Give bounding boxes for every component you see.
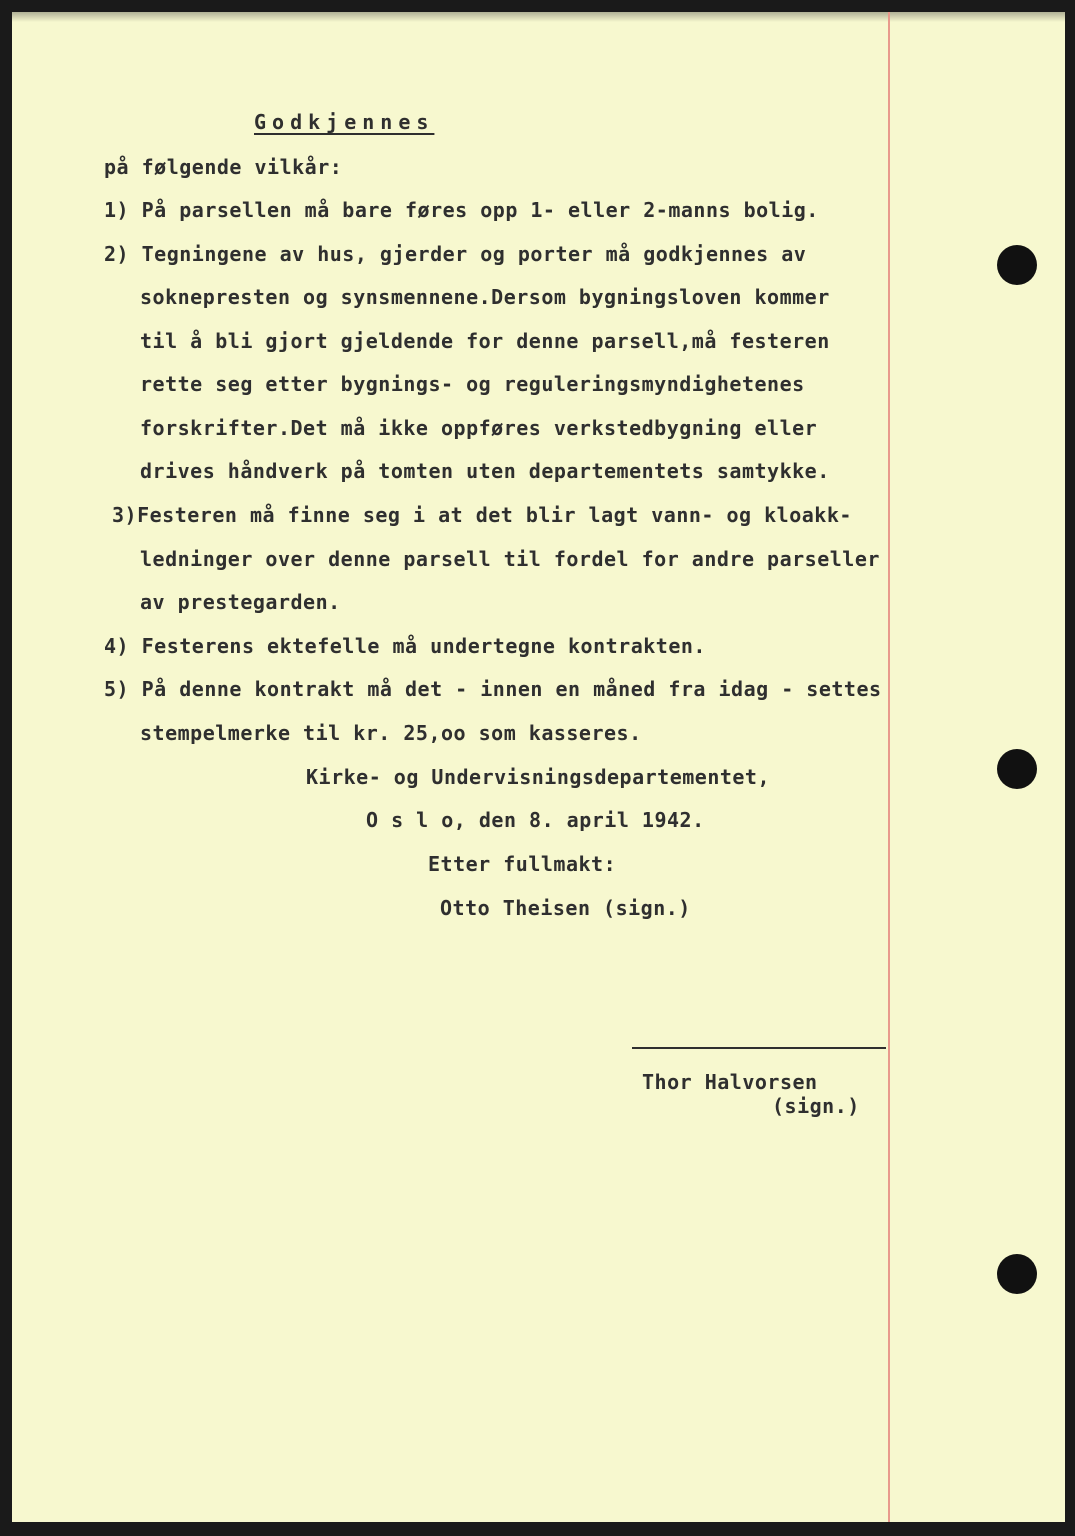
condition-line-3: soknepresten og synsmennene.Dersom bygningsloven kommer bbox=[140, 285, 830, 309]
intro-line: på følgende vilkår: bbox=[104, 155, 343, 179]
place-date-line: O s l o, den 8. april 1942. bbox=[366, 808, 705, 832]
margin-rule bbox=[888, 12, 890, 1522]
signature-rule bbox=[632, 1047, 886, 1049]
condition-line-4: til å bli gjort gjeldende for denne parsell,må festeren bbox=[140, 329, 830, 353]
condition-line-13: stempelmerke til kr. 25,oo som kasseres. bbox=[140, 721, 642, 745]
scan-edge-shadow bbox=[12, 12, 1065, 22]
countersign-note: (sign.) bbox=[772, 1094, 860, 1118]
condition-line-6: forskrifter.Det må ikke oppføres verkstedbygning eller bbox=[140, 416, 818, 440]
condition-line-10: av prestegarden. bbox=[140, 590, 341, 614]
authority-line: Etter fullmakt: bbox=[428, 852, 617, 876]
countersign-name: Thor Halvorsen bbox=[642, 1070, 818, 1094]
signer-line: Otto Theisen (sign.) bbox=[440, 896, 691, 920]
punch-hole-icon bbox=[997, 749, 1037, 789]
department-line: Kirke- og Undervisningsdepartementet, bbox=[306, 765, 771, 789]
heading: Godkjennes bbox=[254, 110, 435, 134]
condition-line-5: rette seg etter bygnings- og reguleringsmyndighetenes bbox=[140, 372, 805, 396]
condition-line-9: ledninger over denne parsell til fordel for andre parseller bbox=[140, 547, 880, 571]
condition-line-2: 2) Tegningene av hus, gjerder og porter må godkjennes av bbox=[104, 242, 807, 266]
condition-line-7: drives håndverk på tomten uten departementets samtykke. bbox=[140, 459, 830, 483]
condition-line-12: 5) På denne kontrakt må det - innen en måned fra idag - settes bbox=[104, 677, 882, 701]
condition-line-11: 4) Festerens ektefelle må undertegne kontrakten. bbox=[104, 634, 706, 658]
document-page bbox=[12, 12, 1065, 1522]
punch-hole-icon bbox=[997, 245, 1037, 285]
condition-line-8: 3)Festeren må finne seg i at det blir lagt vann- og kloakk- bbox=[112, 503, 852, 527]
punch-hole-icon bbox=[997, 1254, 1037, 1294]
condition-line-1: 1) På parsellen må bare føres opp 1- eller 2-manns bolig. bbox=[104, 198, 819, 222]
